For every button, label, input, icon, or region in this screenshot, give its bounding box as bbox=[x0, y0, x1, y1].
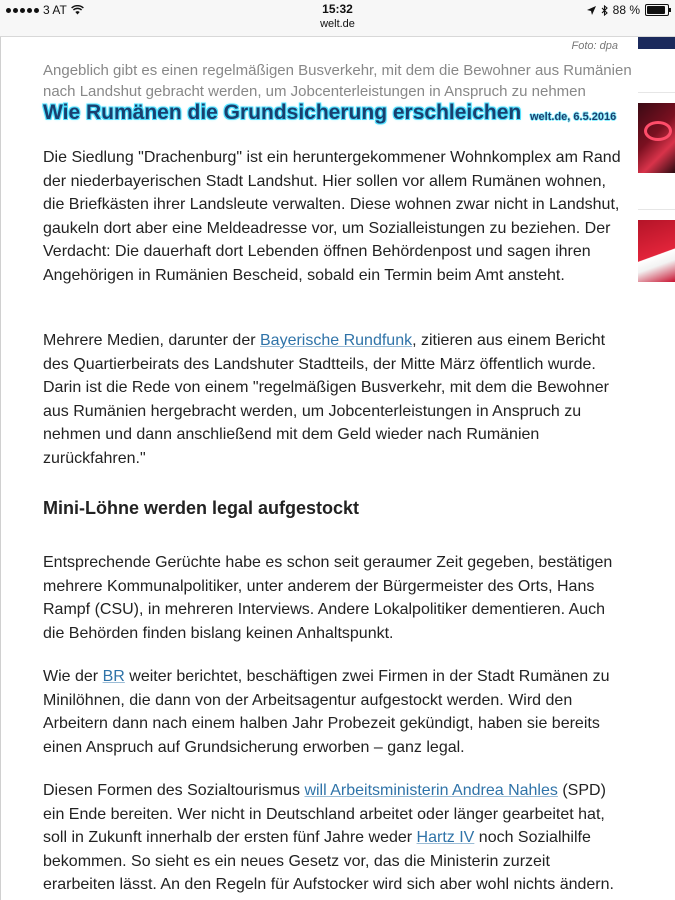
carrier-label: 3 AT bbox=[43, 3, 67, 17]
clock: 15:32 bbox=[322, 2, 353, 16]
link-bayerische-rundfunk[interactable]: Bayerische Rundfunk bbox=[260, 332, 413, 349]
status-right bbox=[587, 3, 669, 17]
teaser-thumbnail[interactable] bbox=[638, 220, 675, 282]
article-paragraph bbox=[43, 665, 623, 759]
paragraph-text: Mehrere Medien, darunter der bbox=[43, 332, 260, 349]
address-bar-url[interactable]: welt.de bbox=[320, 18, 355, 30]
paragraph-text: Diesen Formen des Sozialtourismus bbox=[43, 782, 305, 799]
teaser-thumbnail[interactable] bbox=[638, 37, 675, 49]
link-nahles[interactable]: will Arbeitsministerin Andrea Nahles bbox=[304, 782, 558, 799]
thumbnail-graphic bbox=[644, 121, 672, 141]
paragraph-text: noch Sozialhilfe bekommen. So sieht es ein neues Gesetz vor, das die Ministerin zurzeit erarbeiten lässt. An den Regeln für Aufstocker wird sich aber wohl nichts ändern. bbox=[43, 829, 614, 893]
battery-fill bbox=[647, 6, 665, 14]
link-hartz-iv[interactable]: Hartz IV bbox=[416, 829, 475, 846]
link-br[interactable]: BR bbox=[102, 668, 125, 685]
overlay-headline: Wie Rumänen die Grundsicherung erschleichen bbox=[43, 101, 522, 124]
sidebar-teasers bbox=[638, 37, 675, 900]
status-bar bbox=[0, 0, 675, 37]
paragraph-text: weiter berichtet, beschäftigen zwei Firmen in der Stadt Rumänen zu Minilöhnen, die dann von der Arbeitsagentur aufgestockt werden. Wird den Arbeitern dann nach einem halben Jahr Probezeit gekündigt, haben sie bereits einen Anspruch auf Grundsicherung erworben – ganz legal. bbox=[43, 668, 610, 756]
article-paragraph: Die Siedlung "Drachenburg" ist ein heruntergekommener Wohnkomplex am Rand der niederbayerischen Stadt Landshut. Hier sollen vor allem Rumänen wohnen, die Briefkästen ihrer Landsleute verwalten. Diese wohnen zwar nicht in Landshut, gaukeln dort aber eine Meldeadresse vor, um Sozialleistungen zu beziehen. Der Verdacht: Die dauerhaft dort Lebenden öffnen Behördenpost und sagen ihren Angehörigen in Rumänien Bescheid, sobald ein Termin beim Amt ansteht. bbox=[43, 149, 621, 284]
photo-caption: Angeblich gibt es einen regelmäßigen Busverkehr, mit dem die Bewohner aus Rumänien nach Landshut gebracht werden, um Jobcenterleistungen in Anspruch zu nehmen bbox=[43, 62, 632, 100]
article-paragraph bbox=[43, 329, 623, 470]
article-paragraph: Entsprechende Gerüchte habe es schon seit geraumer Zeit gegeben, bestätigen mehrere Kommunalpolitiker, unter anderem der Bürgermeister des Orts, Hans Rampf (CSU), in mehreren Interviews. Andere Lokalpolitiker dementieren. Auch die Behörden finden bislang keinen Anhaltspunkt. bbox=[43, 554, 613, 642]
left-border bbox=[0, 37, 1, 900]
paragraph-text: Wie der bbox=[43, 668, 103, 685]
sidebar-divider bbox=[638, 92, 675, 93]
teaser-thumbnail[interactable] bbox=[638, 103, 675, 173]
paragraph-text: , zitieren aus einem Bericht des Quartierbeirats des Landshuter Stadtteils, der Mitte März öffentlich wurde. Darin ist die Rede von einem "regelmäßigen Busverkehr, mit dem die Bewohner aus Rumänien hergebracht werden, um Jobcenterleistungen in Anspruch zu nehmen und dann anschließend mit dem Geld wieder nach Rumänien zurückfahren." bbox=[43, 332, 609, 467]
sidebar-divider bbox=[638, 209, 675, 210]
photo-credit: Foto: dpa bbox=[571, 40, 618, 52]
overlay-source-date: welt.de, 6.5.2016 bbox=[530, 111, 617, 123]
bluetooth-icon bbox=[601, 5, 608, 16]
section-heading: Mini-Löhne werden legal aufgestockt bbox=[43, 498, 360, 518]
battery-percentage: 88 % bbox=[612, 3, 640, 17]
article-paragraph bbox=[43, 779, 623, 897]
location-arrow-icon bbox=[587, 6, 596, 15]
paragraph-text: (SPD) ein Ende bereiten. Wer nicht in Deutschland arbeitet oder länger gearbeitet hat, soll in Zukunft innerhalb der ersten fünf Jahre weder bbox=[43, 782, 606, 846]
battery-icon bbox=[645, 4, 669, 16]
